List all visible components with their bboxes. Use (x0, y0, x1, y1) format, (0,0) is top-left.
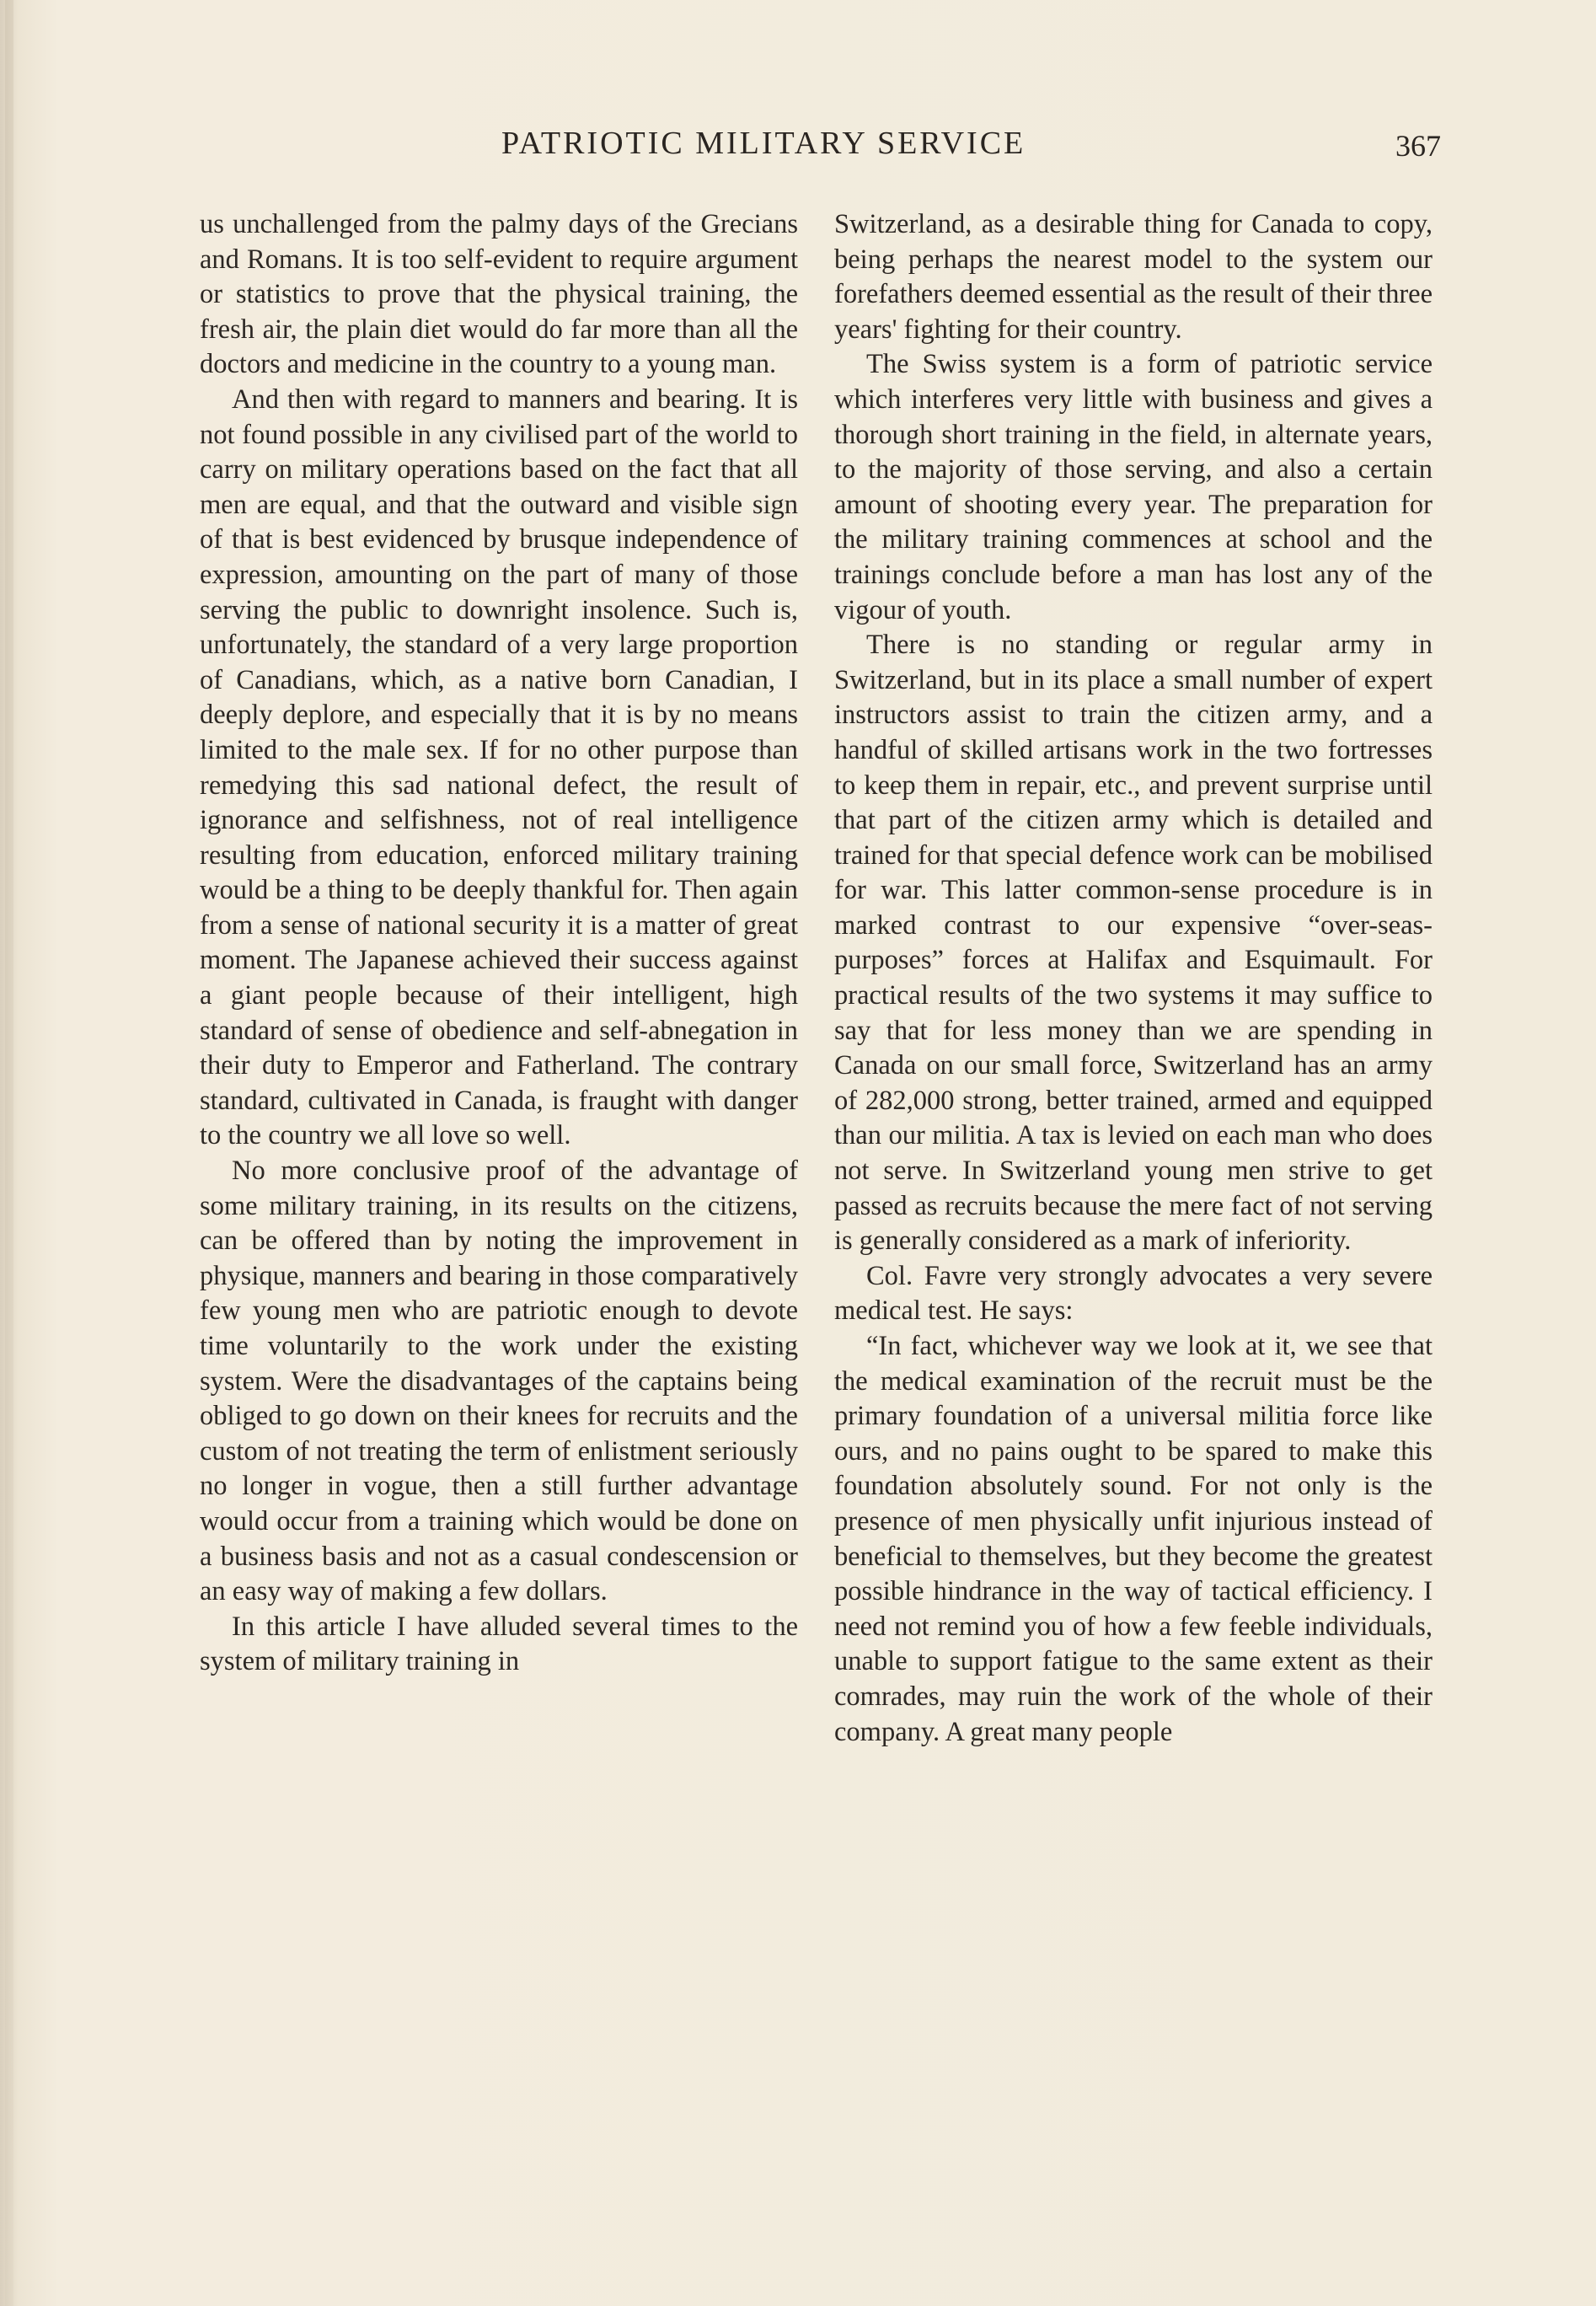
binding-shadow (5, 0, 13, 2306)
paragraph: And then with regard to manners and bearing. It is not found possible in any civilised part of the world to carry on military operations based on the fact that all men are equal, and that the outward and visible sign of that is best evidenced by brusque independence of expression, amounting on the part of many of those serving the public to downright insolence. Such is, unfortunately, the standard of a very large proportion of Canadians, which, as a native born Canadian, I deeply deplore, and especially that it is by no means limited to the male sex. If for no other purpose than remedying this sad national defect, the result of ignorance and selfishness, not of real intelligence resulting from education, enforced military training would be a thing to be deeply thankful for. Then again from a sense of national security it is a matter of great moment. The Japanese achieved their success against a giant people because of their intelligent, high standard of sense of obedience and self-abnegation in their duty to Emperor and Fatherland. The contrary standard, cultivated in Canada, is fraught with danger to the country we all love so well. (200, 383, 798, 1151)
paragraph: Col. Favre very strongly advocates a very severe medical test. He says: (834, 1260, 1433, 1327)
page-header (194, 125, 1441, 175)
paragraph: us unchallenged from the palmy days of the Grecians and Romans. It is too self-evident to require argument or statistics to prove that the physical training, the fresh air, the plain diet would do far more than all the doctors and medicine in the country to a young man. (200, 209, 798, 380)
left-column (200, 207, 798, 1680)
paragraph: Switzerland, as a desirable thing for Canada to copy, being perhaps the nearest model to the system our forefathers deemed essential as the result of their three years' fighting for their country. (834, 209, 1433, 345)
running-title: PATRIOTIC MILITARY SERVICE (501, 126, 1026, 161)
right-column (834, 207, 1433, 1750)
page-number: 367 (1395, 129, 1441, 163)
paragraph: No more conclusive proof of the advantage of some military training, in its results on the citizens, can be offered than by noting the improvement in physique, manners and bearing in those comparatively few young men who are patriotic enough to devote time voluntarily to the work under the existing system. Were the disadvantages of the captains being obliged to go down on their knees for recruits and the custom of not treating the term of enlistment seriously no longer in vogue, then a still further advantage would occur from a training which would be done on a business basis and not as a casual condescension or an easy way of making a few dollars. (200, 1156, 798, 1607)
paragraph: There is no standing or regular army in Switzerland, but in its place a small number of expert instructors assist to train the citizen army, and a handful of skilled artisans work in the two fortresses to keep them in repair, etc., and prevent surprise until that part of the citizen army which is detailed and trained for that special defence work can be mobilised for war. This latter common-sense procedure is in marked contrast to our expensive “over-seas-purposes” forces at Halifax and Esquimault. For practical results of the two systems it may suffice to say that for less money than we are spending in Canada on our small force, Switzerland has an army of 282,000 strong, better trained, armed and equipped than our militia. A tax is levied on each man who does not serve. In Switzerland young men strive to get passed as recruits because the mere fact of not serving is generally considered as a mark of inferiority. (834, 630, 1433, 1257)
paragraph: The Swiss system is a form of patriotic service which interferes very little with business and gives a thorough short training in the field, in alternate years, to the majority of those serving, and also a certain amount of shooting every year. The preparation for the military training commences at school and the trainings conclude before a man has lost any of the vigour of youth. (834, 349, 1433, 625)
paragraph: In this article I have alluded several times to the system of military training in (200, 1611, 798, 1677)
quotation-paragraph: “In fact, whichever way we look at it, we see that the medical examination of the recruit must be the primary foundation of a universal militia force like ours, and no pains ought to be spared to make this foundation absolutely sound. For not only is the presence of men physically unfit injurious instead of beneficial to themselves, but they become the greatest possible hindrance in the way of tactical efficiency. I need not remind you of how a few feeble individuals, unable to support fatigue to the same extent as their comrades, may ruin the work of the whole of their company. A great many people (834, 1331, 1433, 1747)
